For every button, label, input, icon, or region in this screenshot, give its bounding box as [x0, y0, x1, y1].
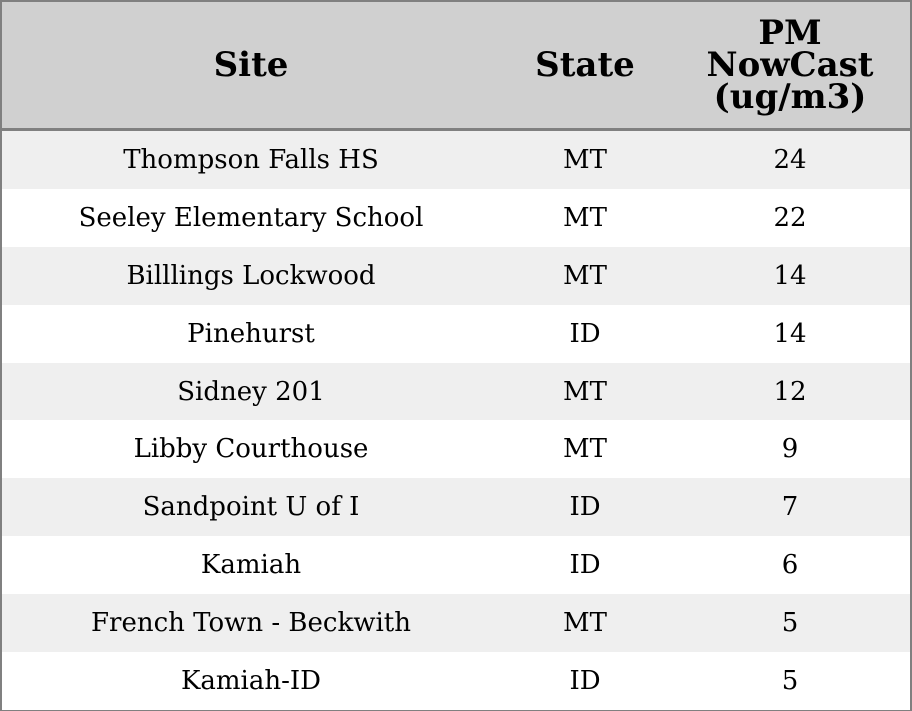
- site-cell: Seeley Elementary School: [2, 189, 500, 247]
- table-row: [2, 363, 910, 421]
- state-cell: ID: [500, 652, 670, 710]
- header-line: PM: [758, 13, 822, 53]
- table-row: [2, 420, 910, 478]
- table-row: [2, 652, 910, 710]
- header-line: NowCast: [706, 45, 874, 85]
- table-row: [2, 247, 910, 305]
- site-cell: Kamiah-ID: [2, 652, 500, 710]
- header-line: (ug/m3): [713, 77, 867, 117]
- pm-value-cell: 14: [670, 247, 910, 305]
- site-cell: French Town - Beckwith: [2, 594, 500, 652]
- table-body: [2, 130, 910, 710]
- column-header-state: [500, 2, 670, 130]
- pm-value-cell: 14: [670, 305, 910, 363]
- site-cell: Billlings Lockwood: [2, 247, 500, 305]
- site-cell: Kamiah: [2, 536, 500, 594]
- pm-value-cell: 5: [670, 594, 910, 652]
- table-row: [2, 594, 910, 652]
- header-line: Site: [213, 45, 289, 85]
- pm-value-cell: 12: [670, 363, 910, 421]
- table-row: [2, 536, 910, 594]
- state-cell: MT: [500, 247, 670, 305]
- site-cell: Sandpoint U of I: [2, 478, 500, 536]
- site-cell: Thompson Falls HS: [2, 130, 500, 189]
- pm-value-cell: 5: [670, 652, 910, 710]
- site-cell: Pinehurst: [2, 305, 500, 363]
- state-cell: MT: [500, 130, 670, 189]
- state-cell: MT: [500, 420, 670, 478]
- column-header-site: [2, 2, 500, 130]
- pm-value-cell: 6: [670, 536, 910, 594]
- pm-value-cell: 22: [670, 189, 910, 247]
- state-cell: MT: [500, 189, 670, 247]
- table-row: [2, 478, 910, 536]
- state-cell: ID: [500, 478, 670, 536]
- state-cell: MT: [500, 363, 670, 421]
- table-row: [2, 189, 910, 247]
- site-cell: Sidney 201: [2, 363, 500, 421]
- state-cell: ID: [500, 536, 670, 594]
- header-line: State: [535, 45, 635, 85]
- state-cell: MT: [500, 594, 670, 652]
- table-header-row: [2, 2, 910, 130]
- pm-nowcast-table: [2, 2, 910, 710]
- column-header-pm-nowcast: [670, 2, 910, 130]
- pm-value-cell: 24: [670, 130, 910, 189]
- table-row: [2, 130, 910, 189]
- table-row: [2, 305, 910, 363]
- site-cell: Libby Courthouse: [2, 420, 500, 478]
- pm-value-cell: 9: [670, 420, 910, 478]
- state-cell: ID: [500, 305, 670, 363]
- pm-value-cell: 7: [670, 478, 910, 536]
